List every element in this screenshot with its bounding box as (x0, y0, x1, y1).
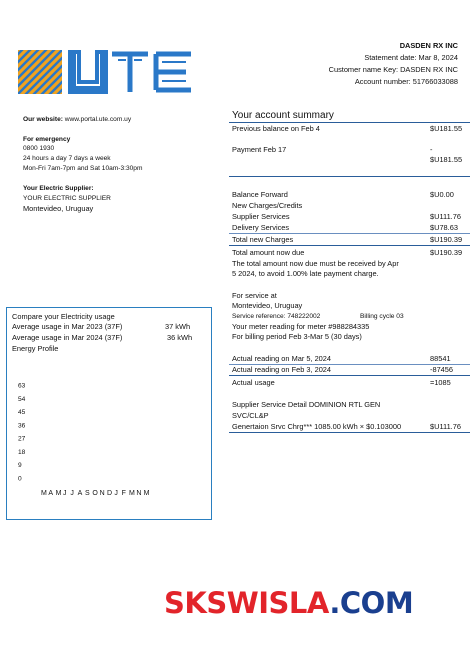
statement-date: Statement date: Mar 8, 2024 (364, 53, 458, 62)
y-tick-label: 45 (18, 409, 26, 417)
supplier-title: Your Electric Supplier: (23, 185, 94, 192)
avg-2024-value: 36 kWh (167, 333, 193, 342)
x-tick-label: N (99, 490, 105, 497)
total-new-charges-value: $U190.39 (430, 235, 463, 244)
avg-2023-value: 37 kWh (165, 322, 191, 331)
avg-2023-label: Average usage in Mar 2023 (37F) (12, 322, 123, 331)
emergency-title: For emergency (23, 136, 71, 143)
x-tick-label: A (77, 490, 83, 497)
y-tick-label: 63 (18, 382, 26, 390)
new-charges-label: New Charges/Credits (232, 201, 303, 210)
website-url[interactable]: www.portal.ute.com.uy (64, 116, 132, 123)
supplier-detail-1: Supplier Service Detail DOMINION RTL GEN (232, 400, 381, 409)
x-tick-label: J (70, 490, 74, 497)
x-tick-label: O (92, 490, 98, 497)
website-label: Our website: (23, 116, 63, 123)
payment-value: $U181.55 (430, 155, 463, 164)
company-name: DASDEN RX INC (399, 41, 458, 50)
generation-label: Genertaion Srvc Chrg*** 1085.00 kWh × $0.103000 (232, 422, 402, 431)
ute-logo (18, 50, 193, 94)
x-tick-label: M (55, 490, 62, 497)
delivery-services-value: $U78.63 (430, 223, 458, 232)
y-tick-label: 54 (18, 395, 26, 403)
emergency-hours: 24 hours a day 7 days a week (23, 155, 111, 162)
website-line (23, 114, 131, 125)
account-number: Account number: 51766033088 (354, 77, 458, 86)
billing-period: For billing period Feb 3-Mar 5 (30 days) (232, 332, 362, 341)
x-tick-label: N (136, 490, 142, 497)
total-due-label: Total amount now due (232, 248, 305, 257)
total-due-note-1: The total amount now due must be received by Apr (232, 259, 399, 268)
generation-value: $U111.76 (430, 422, 461, 431)
y-tick-label: 36 (18, 422, 26, 430)
balance-forward-value: $U0.00 (430, 190, 454, 199)
brand-watermark (164, 586, 413, 620)
customer-key: Customer name Key: DASDEN RX INC (328, 65, 458, 74)
avg-2024-label: Average usage in Mar 2024 (37F) (12, 333, 123, 342)
service-city: Montevideo, Uruguay (232, 301, 303, 310)
brand-main: SKSWISLA (164, 586, 330, 620)
x-tick-label: J (114, 490, 118, 497)
supplier-services-label: Supplier Services (232, 212, 290, 221)
actual-reading-value: 88541 (430, 354, 451, 363)
meter-reading: Your meter reading for meter #988284335 (232, 322, 370, 331)
y-tick-label: 27 (18, 435, 26, 443)
x-tick-label: A (48, 490, 54, 497)
payment-dash: - (430, 145, 433, 154)
total-due-value: $U190.39 (430, 248, 463, 257)
previous-reading-label: Actual reading on Feb 3, 2024 (232, 365, 332, 374)
usage-compare-box (6, 307, 212, 520)
supplier-services-value: $U111.76 (430, 212, 461, 221)
balance-forward-label: Balance Forward (232, 190, 288, 199)
previous-balance-value: $U181.55 (430, 124, 463, 133)
x-tick-label: M (129, 490, 135, 497)
supplier-city: Montevideo, Uruguay (23, 204, 94, 213)
compare-title: Compare your Electricity usage (12, 312, 115, 321)
x-tick-label: J (63, 490, 67, 497)
supplier-name: YOUR ELECTRIC SUPPLIER (23, 195, 111, 202)
service-for-label: For service at (232, 291, 277, 300)
y-tick-label: 18 (18, 448, 26, 456)
billing-cycle: Billing cycle 03 (360, 313, 404, 320)
previous-balance-label: Previous balance on Feb 4 (232, 124, 320, 133)
summary-title: Your account summary (232, 110, 334, 121)
total-new-charges-label: Total new Charges (232, 235, 294, 244)
energy-profile-chart (7, 376, 211, 506)
x-tick-label: M (41, 490, 47, 497)
office-hours: Mon-Fri 7am-7pm and Sat 10am-3:30pm (23, 165, 143, 172)
service-reference: Service reference: 748222002 (232, 313, 321, 320)
payment-label: Payment Feb 17 (232, 145, 287, 154)
account-summary (232, 109, 472, 439)
emergency-phone: 0800 1930 (23, 145, 55, 152)
total-due-note-2: 5 2024, to avoid 1.00% late payment charge. (232, 269, 379, 278)
actual-reading-label: Actual reading on Mar 5, 2024 (232, 354, 332, 363)
x-tick-label: S (85, 490, 90, 497)
y-tick-label: 9 (18, 462, 22, 470)
x-tick-label: F (121, 490, 126, 497)
supplier-detail-2: SVC/CL&P (232, 411, 269, 420)
x-tick-label: M (143, 490, 150, 497)
y-tick-label: 0 (18, 475, 22, 483)
actual-usage-label: Actual usage (232, 378, 275, 387)
brand-tld: .COM (329, 586, 414, 620)
profile-title: Energy Profile (12, 344, 59, 353)
actual-usage-value: =1085 (430, 378, 451, 387)
delivery-services-label: Delivery Services (232, 223, 290, 232)
previous-reading-value: -87456 (430, 365, 454, 374)
x-tick-label: D (107, 490, 113, 497)
